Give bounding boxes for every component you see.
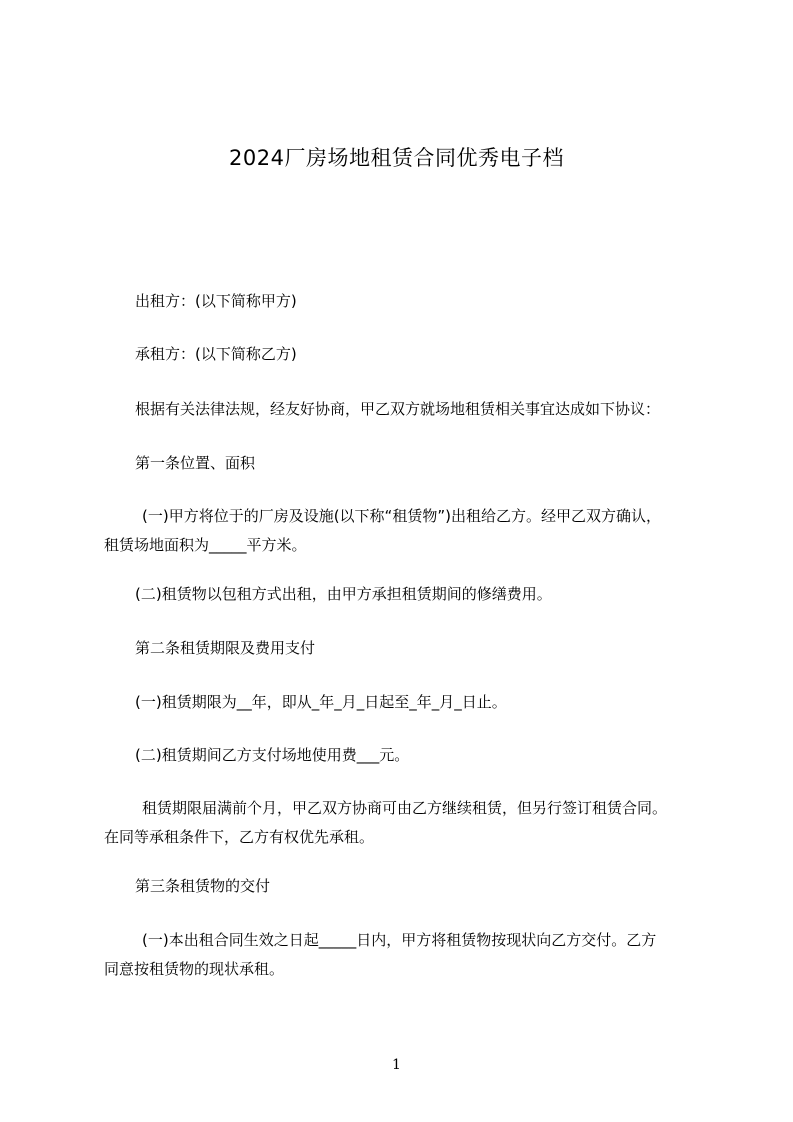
article-1-clause-1-line-2: 租赁场地面积为_____平方米。 [104,536,307,554]
article-1-clause-1-line-1: (一)甲方将位于的厂房及设施(以下称“租赁物”)出租给乙方。经甲乙双方确认， [142,507,661,525]
article-1-clause-2: (二)租赁物以包租方式出租，由甲方承担租赁期间的修缮费用。 [135,585,552,603]
article-2-clause-1: (一)租赁期限为__年，即从_年_月_日起至_年_月_日止。 [135,693,507,711]
preamble-paragraph: 根据有关法律法规，经友好协商，甲乙双方就场地租赁相关事宜达成如下协议： [135,400,661,418]
document-title: 2024厂房场地租赁合同优秀电子档 [229,146,564,170]
lessee-line: 承租方：(以下简称乙方) [135,345,297,363]
article-2-heading: 第二条租赁期限及费用支付 [135,639,316,657]
article-2-clause-2: (二)租赁期间乙方支付场地使用费___元。 [135,746,410,764]
page-number: 1 [392,1057,401,1073]
article-1-heading: 第一条位置、面积 [135,454,256,472]
article-3-clause-1-line-1: (一)本出租合同生效之日起_____日内，甲方将租赁物按现状向乙方交付。乙方 [142,931,657,949]
article-3-heading: 第三条租赁物的交付 [135,877,271,895]
renewal-paragraph-line-1: 租赁期限届满前个月，甲乙双方协商可由乙方继续租赁，但另行签订租赁合同。 [142,799,668,817]
renewal-paragraph-line-2: 在同等承租条件下，乙方有权优先承租。 [104,828,375,846]
lessor-line: 出租方：(以下简称甲方) [135,292,297,310]
article-3-clause-1-line-2: 同意按租赁物的现状承租。 [104,960,285,978]
